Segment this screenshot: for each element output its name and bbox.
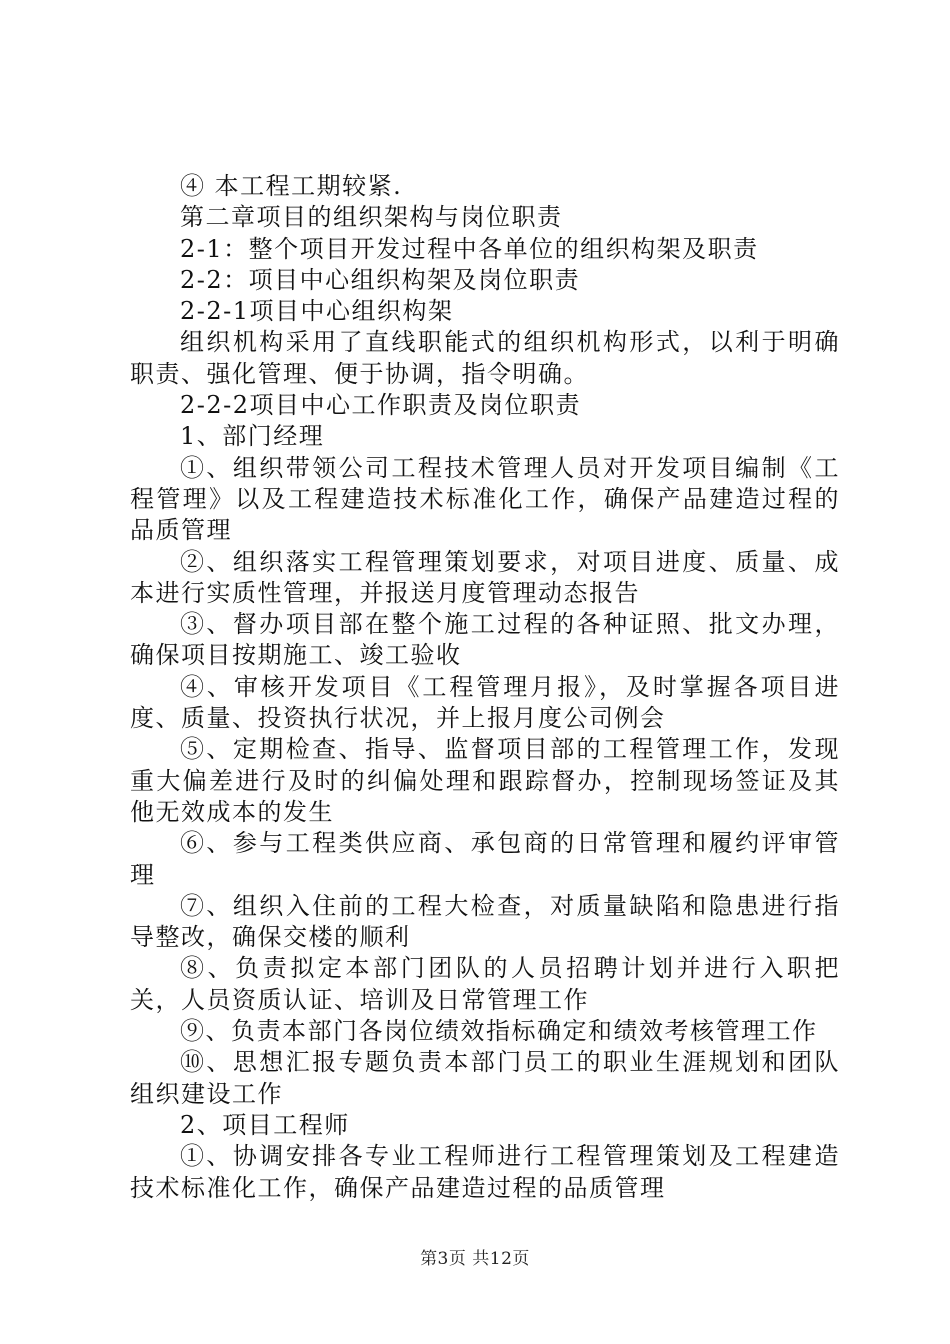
page-number-label: 第3页 共12页: [420, 1249, 530, 1269]
list-item: ①、组织带领公司工程技术管理人员对开发项目编制《工程管理》以及工程建造技术标准化工作，确保产品建造过程的品质管理: [130, 453, 840, 545]
document-body: [130, 171, 840, 1204]
subsection-heading: 2-2-2项目中心工作职责及岗位职责: [180, 391, 582, 420]
section-heading: 2-2：项目中心组织构架及岗位职责: [180, 265, 581, 294]
list-item: ⑨、负责本部门各岗位绩效指标确定和绩效考核管理工作: [180, 1017, 818, 1046]
list-item: ⑦、组织入住前的工程大检查，对质量缺陷和隐患进行指导整改，确保交楼的顺利: [130, 891, 840, 952]
list-item: ③、督办项目部在整个施工过程的各种证照、批文办理，确保项目按期施工、竣工验收: [130, 610, 840, 670]
page-footer: [0, 1244, 950, 1269]
role-heading: 1、部门经理: [180, 422, 325, 451]
list-item: ②、组织落实工程管理策划要求，对项目进度、质量、成本进行实质性管理，并报送月度管理动态报告: [130, 547, 840, 607]
chapter-heading: 第二章项目的组织架构与岗位职责: [180, 203, 563, 232]
list-item: ④、审核开发项目《工程管理月报》，及时掌握各项目进度、质量、投资执行状况，并上报月度公司例会: [130, 672, 840, 733]
section-heading: 2-1：整个项目开发过程中各单位的组织构架及职责: [180, 234, 759, 263]
list-item: ①、协调安排各专业工程师进行工程管理策划及工程建造技术标准化工作，确保产品建造过程的品质管理: [130, 1142, 840, 1202]
subsection-heading: 2-2-1项目中心组织构架: [180, 297, 454, 326]
role-heading: 2、项目工程师: [180, 1110, 350, 1139]
list-item: ⑩、思想汇报专题负责本部门员工的职业生涯规划和团队组织建设工作: [130, 1048, 840, 1108]
paragraph: 组织机构采用了直线职能式的组织机构形式，以利于明确职责、强化管理、便于协调，指令明确。: [130, 328, 840, 388]
list-item: ⑧、负责拟定本部门团队的人员招聘计划并进行入职把关，人员资质认证、培训及日常管理工作: [130, 954, 840, 1014]
paragraph: ④ 本工程工期较紧.: [180, 172, 403, 200]
list-item: ⑥、参与工程类供应商、承包商的日常管理和履约评审管理: [130, 829, 840, 889]
list-item: ⑤、定期检查、指导、监督项目部的工程管理工作，发现重大偏差进行及时的纠偏处理和跟踪督办，控制现场签证及其他无效成本的发生: [130, 735, 840, 826]
